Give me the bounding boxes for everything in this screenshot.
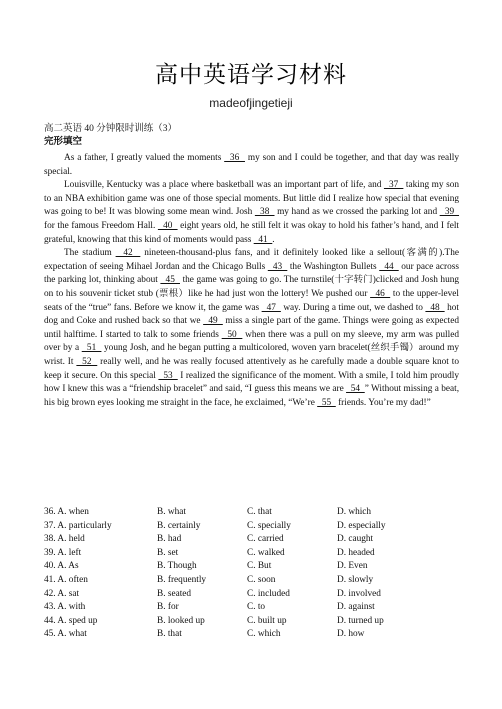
option-choice: D. especially bbox=[337, 520, 386, 531]
blank-number: 41 bbox=[253, 234, 273, 245]
blank-number: 50 bbox=[221, 329, 243, 340]
option-row bbox=[44, 628, 474, 642]
option-choice: C. soon bbox=[247, 574, 276, 585]
section-label: 完形填空 bbox=[44, 137, 83, 147]
blank-number: 36 bbox=[224, 153, 245, 163]
blank-number: 43 bbox=[267, 261, 288, 272]
blank-number: 55 bbox=[317, 397, 336, 408]
blank-number: 39 bbox=[439, 207, 460, 218]
answer-options bbox=[44, 506, 474, 642]
option-choice: D. involved bbox=[337, 588, 381, 599]
passage-text: for the famous Freedom Hall. bbox=[44, 220, 158, 231]
option-choice: D. turned up bbox=[337, 615, 384, 626]
option-row bbox=[44, 547, 474, 561]
passage-text: . bbox=[272, 234, 275, 245]
option-choice: B. frequently bbox=[157, 574, 207, 585]
option-choice: D. how bbox=[337, 629, 365, 640]
passage-text: The stadium bbox=[64, 248, 116, 259]
blank-number: 38 bbox=[254, 207, 275, 218]
option-choice: C. that bbox=[247, 507, 272, 517]
paragraph-1 bbox=[44, 152, 459, 179]
passage-text: really well, and he was really focused attentively as he carefully made a double square knot to keep it secure. On this special bbox=[44, 356, 460, 381]
passage-text: way. During a time out, we dashed to bbox=[280, 302, 426, 313]
passage-text: taking my son to an NBA exhibition game was one of those special moments. But little did I realize how special that evening was going to be! It was blowing some mean wind. Josh bbox=[44, 180, 460, 218]
passage-text: the Washington Bullets bbox=[287, 261, 380, 272]
blank-number: 44 bbox=[379, 261, 399, 272]
blank-number: 52 bbox=[76, 356, 98, 367]
passage-text: to the upper-level seats of the “true” fans. Before we know it, the game was bbox=[44, 288, 459, 313]
option-choice: B. seated bbox=[157, 588, 192, 599]
option-choice: B. set bbox=[157, 547, 179, 558]
option-row bbox=[44, 520, 474, 534]
option-choice: D. Even bbox=[337, 561, 368, 572]
page-title: 高中英语学习材料 bbox=[155, 62, 347, 88]
blank-number: 40 bbox=[157, 220, 178, 231]
cloze-passage bbox=[44, 152, 459, 410]
option-choice: C. included bbox=[247, 588, 290, 599]
option-choice: 36. A. when bbox=[44, 507, 89, 517]
option-choice: 37. A. particularly bbox=[44, 520, 112, 531]
option-row bbox=[44, 615, 474, 629]
option-choice: D. slowly bbox=[337, 574, 374, 585]
passage-text: friends. You’re my dad!” bbox=[335, 397, 431, 408]
option-choice: B. certainly bbox=[157, 520, 201, 531]
blank-number: 54 bbox=[346, 384, 365, 395]
passage-text: my hand as we crossed the parking lot and bbox=[274, 207, 440, 218]
option-choice: B. for bbox=[157, 602, 179, 613]
option-choice: C. specially bbox=[247, 520, 291, 531]
passage-text: I realized the significance of the moment. With a smile, I told him proudly how I knew this was a “friendship bracelet” and said, “I guess this means we are bbox=[44, 370, 459, 395]
option-choice: 38. A. held bbox=[44, 534, 85, 545]
option-choice: C. which bbox=[247, 629, 281, 640]
blank-number: 42 bbox=[115, 248, 141, 259]
passage-text: nineteen-thousand-plus fans, and it definitely looked like a sellout(客满的).The expectation of seeing Mihael Jordan and the Chicago Bulls bbox=[44, 248, 459, 272]
passage-text: As a father, I greatly valued the moments bbox=[64, 153, 225, 163]
option-choice: C. to bbox=[247, 602, 266, 613]
option-choice: C. walked bbox=[247, 547, 285, 558]
option-choice: B. Though bbox=[157, 561, 197, 572]
option-choice: 42. A. sat bbox=[44, 588, 80, 599]
option-row bbox=[44, 588, 474, 602]
passage-text: miss a single part of the game. Things were going as expected until halftime. I started to talk to some friends bbox=[44, 316, 459, 340]
option-choice: B. what bbox=[157, 507, 186, 517]
passage-text: my son and I could be together, and that day was really special. bbox=[44, 153, 459, 177]
passage-text: the game was going to go. The turnstile(十字转门)clicked and Josh hung on to his souvenir ticket stub (票根）like he had just won the lottery! We pushed our bbox=[44, 275, 460, 299]
blank-number: 53 bbox=[158, 370, 178, 381]
option-choice: B. looked up bbox=[157, 615, 205, 626]
option-choice: C. carried bbox=[247, 534, 284, 545]
option-choice: B. that bbox=[157, 629, 182, 640]
passage-text: when there was a pull on my sleeve, my arm was pulled over by a bbox=[44, 329, 459, 354]
blank-number: 49 bbox=[203, 316, 223, 327]
option-row bbox=[44, 560, 474, 574]
option-row bbox=[44, 574, 474, 588]
blank-number: 37 bbox=[383, 180, 404, 191]
option-row bbox=[44, 506, 474, 520]
option-choice: C. But bbox=[247, 561, 272, 572]
option-choice: D. headed bbox=[337, 547, 375, 558]
option-choice: B. had bbox=[157, 534, 182, 545]
option-choice: 40. A. As bbox=[44, 561, 79, 572]
page-subtitle: madeofjingetieji bbox=[209, 96, 293, 110]
blank-number: 45 bbox=[160, 275, 180, 286]
option-choice: C. built up bbox=[247, 615, 287, 626]
option-row bbox=[44, 533, 474, 547]
option-choice: D. against bbox=[337, 602, 375, 613]
option-choice: 41. A. often bbox=[44, 574, 88, 585]
paragraph-2 bbox=[44, 179, 459, 247]
passage-text: eight years old, he still felt it was okay to hold his father’s hand, and I felt grateful, knowing that this kind of moments would pass bbox=[44, 220, 459, 245]
passage-text: hot dog and Coke and rushed back so that we bbox=[44, 302, 459, 327]
option-choice: D. caught bbox=[337, 534, 374, 545]
blank-number: 46 bbox=[370, 288, 391, 299]
exercise-title: 高二英语 40 分钟限时训练（3） bbox=[44, 124, 178, 134]
option-row bbox=[44, 601, 474, 615]
blank-number: 47 bbox=[261, 302, 281, 313]
option-choice: 44. A. sped up bbox=[44, 615, 98, 626]
option-choice: 43. A. with bbox=[44, 602, 86, 613]
blank-number: 48 bbox=[425, 302, 445, 313]
option-choice: 39. A. left bbox=[44, 547, 82, 558]
passage-text: Louisville, Kentucky was a place where basketball was an important part of life, and bbox=[64, 180, 384, 191]
passage-text: ” Without missing a beat, his big brown eyes looking me straight in the face, he exclaimed, “We’re bbox=[44, 384, 460, 408]
paragraph-3 bbox=[44, 247, 459, 410]
option-choice: 45. A. what bbox=[44, 629, 87, 640]
option-choice: D. which bbox=[337, 507, 372, 517]
section-heading bbox=[44, 123, 177, 149]
passage-text: our pace across the parking lot, thinking about bbox=[44, 261, 460, 286]
passage-text: young Josh, and he began putting a multicolored, woven yarn bracelet(丝织手镯）around my wrist. It bbox=[44, 343, 459, 367]
blank-number: 51 bbox=[81, 343, 102, 354]
